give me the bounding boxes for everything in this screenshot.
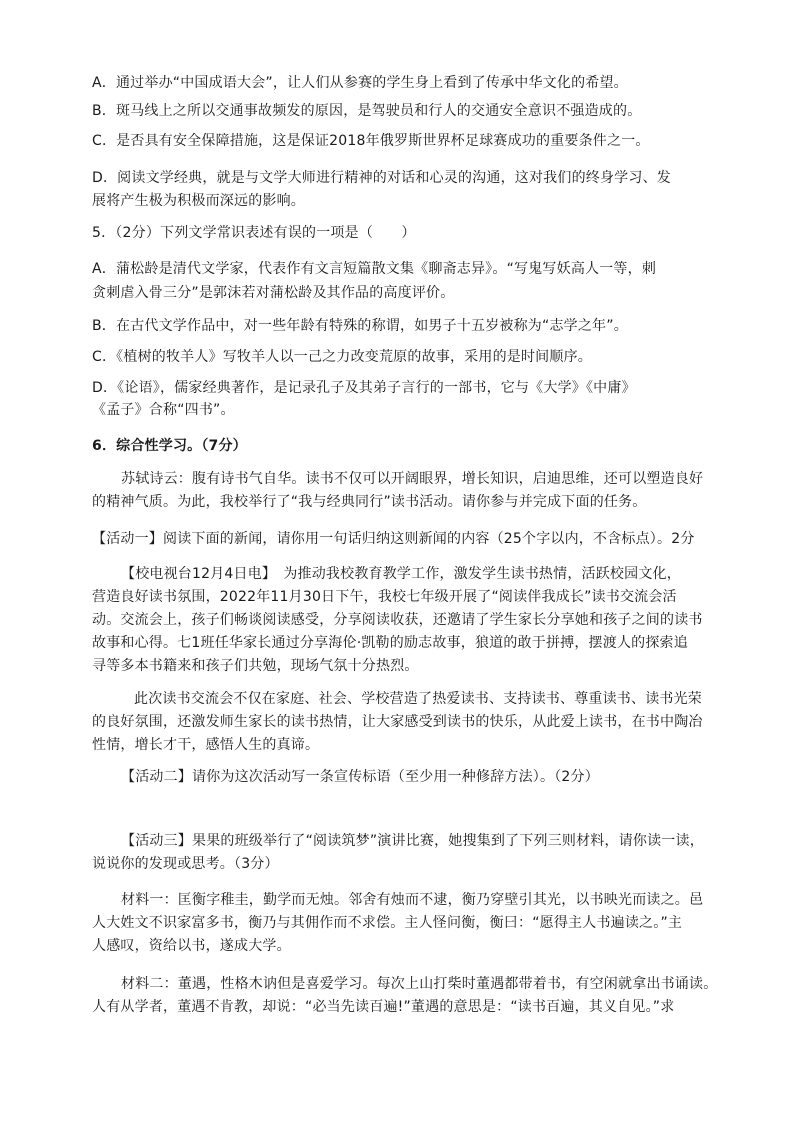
option-b-line: B．斑马线上之所以交通事故频发的原因，是驾驶员和行人的交通安全意识不强造成的。: [92, 103, 642, 119]
option-d-line: D．阅读文学经典，就是与文学大师进行精神的对话和心灵的沟通，这对我们的终身学习、发: [92, 170, 671, 186]
material-two: 人有从学者，董遇不肯教，却说：“必当先读百遍!”董遇的意思是：“读书百遍，其义自见。”求: [92, 999, 675, 1015]
q5-option-d-line: D．《论语》，儒家经典著作，是记录孔子及其弟子言行的一部书，它与《大学》《中庸》: [92, 380, 636, 396]
activity-one-prompt: 【活动一】阅读下面的新闻，请你用一句话归纳这则新闻的内容（25个字以内，不含标点）。2分: [92, 531, 695, 547]
activity-three-prompt: 【活动三】果果的班级举行了“阅读筑梦”演讲比赛，她搜集到了下列三则材料，请你读一读，: [121, 833, 704, 849]
material-two: 材料二：董遇，性格木讷但是喜爱学习。每次上山打柴时董遇都带着书，有空闲就拿出书诵读。: [121, 976, 718, 992]
question-5-title: 5．（2分）下列文学常识表述有误的一项是（ ）: [92, 225, 416, 241]
q5-option-a-line-cont: 贪刺虐入骨三分”是郭沫若对蒲松龄及其作品的高度评价。: [92, 285, 455, 301]
intro-line: 苏轼诗云：腹有诗书气自华。读书不仅可以开阔眼界，增长知识，启迪思维，还可以塑造良好: [121, 471, 704, 487]
material-one: 人大姓文不识家富多书，衡乃与其佣作而不求偿。主人怪问衡，衡曰：“愿得主人书遍读之。”主: [92, 915, 683, 931]
material-one: 人感叹，资给以书，遂成大学。: [92, 938, 291, 954]
intro-line-cont: 的精神气质。为此，我校举行了“我与经典同行”读书活动。请你参与并完成下面的任务。: [92, 494, 647, 510]
activity-three-prompt-cont: 说说你的发现或思考。（3分）: [92, 856, 279, 872]
q5-option-a-line: A．蒲松龄是清代文学家，代表作有文言短篇散文集《聊斋志异》。“写鬼写妖高人一等，刺: [92, 261, 657, 277]
news-line: 【校电视台12月4日电】 为推动我校教育教学工作，激发学生读书热情，活跃校园文化，: [121, 566, 681, 582]
news-paragraph-2: 此次读书交流会不仅在家庭、社会、学校营造了热爱读书、支持读书、尊重读书、读书光荣: [134, 691, 702, 707]
news-line: 动。交流会上，孩子们畅谈阅读感受，分享阅读收获，还邀请了学生家长分享她和孩子之间的读书: [92, 612, 703, 628]
material-one: 材料一：匡衡字稚圭，勤学而无烛。邻舍有烛而不逮，衡乃穿壁引其光，以书映光而读之。邑: [121, 892, 704, 908]
option-c-line: C．是否具有安全保障措施，这是保证2018年俄罗斯世界杯足球赛成功的重要条件之一。: [92, 133, 650, 149]
activity-two-prompt: 【活动二】请你为这次活动写一条宣传标语（至少用一种修辞方法）。（2分）: [121, 769, 599, 785]
q5-option-b-line: B．在古代文学作品中，对一些年龄有特殊的称谓，如男子十五岁被称为“志学之年”。: [92, 318, 628, 334]
news-line: 故事和心得。七1班任华家长通过分享海伦·凯勒的励志故事，狼道的敢于拼搏，摆渡人的探索追: [92, 635, 688, 651]
q5-option-c-line: C．《植树的牧羊人》写牧羊人以一己之力改变荒原的故事，采用的是时间顺序。: [92, 349, 592, 365]
news-paragraph-2: 性情，增长才干，感悟人生的真谛。: [92, 737, 320, 753]
question-6-title: 6．综合性学习。（7分）: [92, 438, 247, 454]
option-a-line: A．通过举办“中国成语大会”，让人们从参赛的学生身上看到了传承中华文化的希望。: [92, 75, 628, 91]
q5-option-d-line-cont: 《孟子》合称“四书”。: [92, 402, 235, 418]
news-line: 寻等多本书籍来和孩子们共勉，现场气氛十分热烈。: [92, 658, 419, 674]
news-paragraph-2: 的良好氛围，还激发师生家长的读书热情，让大家感受到读书的快乐，从此爱上读书，在书中陶冶: [92, 714, 703, 730]
option-d-line-cont: 展将产生极为积极而深远的影响。: [92, 193, 305, 209]
news-line: 营造良好读书氛围，2022年11月30日下午，我校七年级开展了“阅读伴我成长”读书交流会活: [92, 589, 677, 605]
